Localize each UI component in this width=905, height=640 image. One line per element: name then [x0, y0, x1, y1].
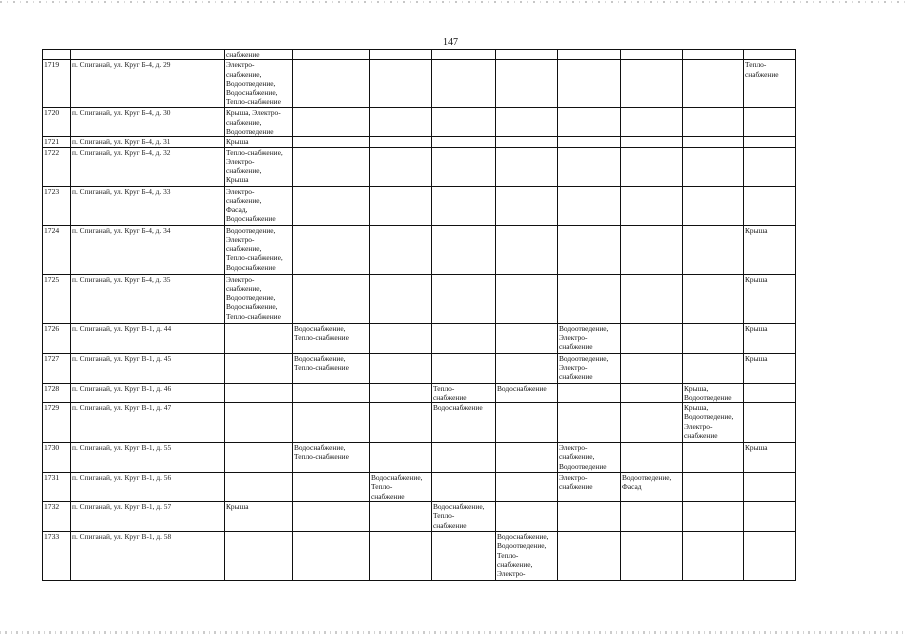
- scan-noise-bottom: [0, 631, 905, 634]
- work-cell-c5: [432, 443, 496, 473]
- cell-empty: [621, 50, 683, 60]
- row-address: п. Спиганай, ул. Круг В-1, д. 46: [71, 383, 225, 403]
- work-cell-c8: [621, 403, 683, 443]
- work-cell-c6: Водоснабжение: [496, 383, 558, 403]
- work-cell-c5: [432, 225, 496, 274]
- work-cell-c4: [370, 403, 432, 443]
- table-row: [43, 274, 796, 323]
- work-cell-c4: [370, 274, 432, 323]
- work-cell-c8: [621, 60, 683, 108]
- work-cell-c9: [683, 502, 744, 532]
- work-cell-c5: [432, 60, 496, 108]
- table-row: [43, 137, 796, 147]
- cell-head-fragment: снабжение: [225, 50, 293, 60]
- work-cell-c10: [744, 502, 796, 532]
- work-cell-c7: [558, 147, 621, 186]
- work-cell-c10: [744, 403, 796, 443]
- work-cell-c5: [432, 137, 496, 147]
- work-cell-c3: [293, 147, 370, 186]
- work-cell-c10: Крыша: [744, 225, 796, 274]
- work-cell-c8: [621, 383, 683, 403]
- work-cell-c5: [432, 353, 496, 383]
- work-cell-c3: [293, 383, 370, 403]
- work-cell-c6: [496, 186, 558, 225]
- row-address: п. Спиганай, ул. Круг В-1, д. 56: [71, 473, 225, 502]
- work-cell-c8: [621, 443, 683, 473]
- work-cell-c9: [683, 108, 744, 137]
- work-cell-c5: [432, 147, 496, 186]
- work-cell-c8: [621, 225, 683, 274]
- work-cell-c7: [558, 60, 621, 108]
- work-cell-c8: [621, 186, 683, 225]
- work-cell-c7: [558, 137, 621, 147]
- work-cell-c10: [744, 473, 796, 502]
- work-cell-c4: [370, 108, 432, 137]
- work-cell-c9: [683, 60, 744, 108]
- work-cell-c5: [432, 274, 496, 323]
- row-number: 1723: [43, 186, 71, 225]
- work-cell-c4: [370, 137, 432, 147]
- work-cell-c6: [496, 473, 558, 502]
- work-cell-c7: [558, 532, 621, 581]
- work-cell-c9: [683, 147, 744, 186]
- work-cell-c7: [558, 274, 621, 323]
- row-address: п. Спиганай, ул. Круг Б-4, д. 34: [71, 225, 225, 274]
- work-cell-c10: Крыша: [744, 443, 796, 473]
- row-number: 1725: [43, 274, 71, 323]
- work-cell-c10: [744, 137, 796, 147]
- work-cell-c5: Тепло- снабжение: [432, 383, 496, 403]
- work-cell-c2: Крыша: [225, 137, 293, 147]
- work-cell-c7: Электро- снабжение: [558, 473, 621, 502]
- page-number: 147: [443, 37, 458, 48]
- work-cell-c3: [293, 403, 370, 443]
- work-cell-c3: Водоснабжение, Тепло-снабжение: [293, 443, 370, 473]
- work-cell-c7: [558, 383, 621, 403]
- row-address: п. Спиганай, ул. Круг Б-4, д. 33: [71, 186, 225, 225]
- work-cell-c4: [370, 147, 432, 186]
- work-cell-c10: Крыша: [744, 274, 796, 323]
- work-cell-c2: [225, 403, 293, 443]
- work-cell-c2: [225, 323, 293, 353]
- row-number: 1728: [43, 383, 71, 403]
- work-cell-c8: [621, 502, 683, 532]
- work-cell-c6: [496, 137, 558, 147]
- work-cell-c2: Водоотведение, Электро- снабжение, Тепло-снабжение, Водоснабжение: [225, 225, 293, 274]
- row-address: п. Спиганай, ул. Круг Б-4, д. 35: [71, 274, 225, 323]
- table-row: [43, 108, 796, 137]
- work-cell-c6: [496, 225, 558, 274]
- work-cell-c3: [293, 532, 370, 581]
- row-number: 1732: [43, 502, 71, 532]
- row-number: 1721: [43, 137, 71, 147]
- work-cell-c8: [621, 108, 683, 137]
- row-number: 1729: [43, 403, 71, 443]
- work-cell-c4: Водоснабжение, Тепло- снабжение: [370, 473, 432, 502]
- work-cell-c6: [496, 502, 558, 532]
- work-cell-c3: [293, 186, 370, 225]
- table-row: [43, 147, 796, 186]
- row-number: 1733: [43, 532, 71, 581]
- work-cell-c2: [225, 443, 293, 473]
- table-row: [43, 403, 796, 443]
- table-row: [43, 443, 796, 473]
- work-cell-c9: [683, 225, 744, 274]
- work-cell-c4: [370, 353, 432, 383]
- work-cell-c3: [293, 225, 370, 274]
- cell-empty: [496, 50, 558, 60]
- row-number: 1730: [43, 443, 71, 473]
- work-cell-c8: [621, 274, 683, 323]
- work-cell-c6: [496, 403, 558, 443]
- work-cell-c3: Водоснабжение, Тепло-снабжение: [293, 353, 370, 383]
- work-cell-c2: Крыша: [225, 502, 293, 532]
- table-row: [43, 473, 796, 502]
- work-cell-c2: Электро- снабжение, Фасад, Водоснабжение: [225, 186, 293, 225]
- work-cell-c2: [225, 473, 293, 502]
- work-cell-c3: [293, 274, 370, 323]
- work-cell-c9: Крыша, Водоотведение, Электро- снабжение: [683, 403, 744, 443]
- work-cell-c2: [225, 383, 293, 403]
- work-cell-c5: [432, 186, 496, 225]
- work-cell-c7: [558, 403, 621, 443]
- work-cell-c3: Водоснабжение, Тепло-снабжение: [293, 323, 370, 353]
- work-cell-c6: [496, 147, 558, 186]
- work-cell-c9: [683, 137, 744, 147]
- work-cell-c8: Водоотведение, Фасад: [621, 473, 683, 502]
- work-cell-c6: [496, 60, 558, 108]
- cell-empty: [432, 50, 496, 60]
- row-address: п. Спиганай, ул. Круг Б-4, д. 30: [71, 108, 225, 137]
- row-number: 1727: [43, 353, 71, 383]
- row-number: 1722: [43, 147, 71, 186]
- work-cell-c2: [225, 532, 293, 581]
- work-cell-c9: [683, 353, 744, 383]
- work-cell-c7: Водоотведение, Электро- снабжение: [558, 353, 621, 383]
- work-cell-c10: Крыша: [744, 353, 796, 383]
- work-cell-c4: [370, 532, 432, 581]
- work-cell-c10: [744, 186, 796, 225]
- work-cell-c5: Водоснабжение, Тепло- снабжение: [432, 502, 496, 532]
- work-cell-c6: [496, 274, 558, 323]
- row-address: п. Спиганай, ул. Круг В-1, д. 57: [71, 502, 225, 532]
- work-cell-c2: Электро- снабжение, Водоотведение, Водоснабжение, Тепло-снабжение: [225, 274, 293, 323]
- cell-empty: [683, 50, 744, 60]
- work-cell-c5: [432, 532, 496, 581]
- work-cell-c7: [558, 225, 621, 274]
- cell-empty: [370, 50, 432, 60]
- row-number: 1731: [43, 473, 71, 502]
- row-number: 1720: [43, 108, 71, 137]
- work-cell-c3: [293, 473, 370, 502]
- work-cell-c7: [558, 502, 621, 532]
- work-cell-c9: Крыша, Водоотведение: [683, 383, 744, 403]
- work-cell-c9: [683, 473, 744, 502]
- work-cell-c8: [621, 323, 683, 353]
- work-cell-c9: [683, 323, 744, 353]
- work-cell-c3: [293, 137, 370, 147]
- work-cell-c3: [293, 108, 370, 137]
- work-cell-c7: [558, 108, 621, 137]
- table-row: [43, 60, 796, 108]
- work-cell-c4: [370, 186, 432, 225]
- work-cell-c9: [683, 186, 744, 225]
- work-cell-c8: [621, 137, 683, 147]
- work-cell-c4: [370, 60, 432, 108]
- work-cell-c3: [293, 60, 370, 108]
- work-cell-c4: [370, 502, 432, 532]
- table-row: [43, 186, 796, 225]
- work-cell-c5: [432, 108, 496, 137]
- work-cell-c4: [370, 443, 432, 473]
- cell-empty: [744, 50, 796, 60]
- work-cell-c2: [225, 353, 293, 383]
- table-row: [43, 353, 796, 383]
- work-cell-c8: [621, 353, 683, 383]
- work-cell-c9: [683, 443, 744, 473]
- work-cell-c10: [744, 383, 796, 403]
- work-cell-c5: [432, 473, 496, 502]
- work-cell-c8: [621, 532, 683, 581]
- work-cell-c10: Крыша: [744, 323, 796, 353]
- row-address: п. Спиганай, ул. Круг Б-4, д. 32: [71, 147, 225, 186]
- work-cell-c4: [370, 225, 432, 274]
- work-cell-c7: [558, 186, 621, 225]
- table-row: [43, 383, 796, 403]
- work-cell-c10: [744, 532, 796, 581]
- work-cell-c9: [683, 274, 744, 323]
- row-number: 1724: [43, 225, 71, 274]
- work-cell-c6: [496, 323, 558, 353]
- row-address: п. Спиганай, ул. Круг В-1, д. 55: [71, 443, 225, 473]
- row-address: п. Спиганай, ул. Круг В-1, д. 47: [71, 403, 225, 443]
- table-row-continuation: [43, 50, 796, 60]
- row-address: п. Спиганай, ул. Круг В-1, д. 44: [71, 323, 225, 353]
- row-number: 1719: [43, 60, 71, 108]
- work-cell-c6: [496, 108, 558, 137]
- table-row: [43, 323, 796, 353]
- work-cell-c7: Электро- снабжение, Водоотведение: [558, 443, 621, 473]
- work-cell-c3: [293, 502, 370, 532]
- work-cell-c10: [744, 108, 796, 137]
- work-cell-c8: [621, 147, 683, 186]
- scan-noise-top: [0, 1, 905, 3]
- cell-empty: [71, 50, 225, 60]
- cell-empty: [43, 50, 71, 60]
- cell-empty: [558, 50, 621, 60]
- table-row: [43, 502, 796, 532]
- table-row: [43, 532, 796, 581]
- cell-empty: [293, 50, 370, 60]
- work-cell-c2: Крыша, Электро- снабжение, Водоотведение: [225, 108, 293, 137]
- work-cell-c6: [496, 443, 558, 473]
- row-address: п. Спиганай, ул. Круг Б-4, д. 31: [71, 137, 225, 147]
- work-cell-c2: Электро- снабжение, Водоотведение, Водоснабжение, Тепло-снабжение: [225, 60, 293, 108]
- work-cell-c10: [744, 147, 796, 186]
- work-cell-c4: [370, 383, 432, 403]
- row-address: п. Спиганай, ул. Круг В-1, д. 58: [71, 532, 225, 581]
- row-number: 1726: [43, 323, 71, 353]
- work-cell-c9: [683, 532, 744, 581]
- work-cell-c5: [432, 323, 496, 353]
- work-cell-c7: Водоотведение, Электро- снабжение: [558, 323, 621, 353]
- work-cell-c5: Водоснабжение: [432, 403, 496, 443]
- work-cell-c6: [496, 353, 558, 383]
- table-row: [43, 225, 796, 274]
- row-address: п. Спиганай, ул. Круг В-1, д. 45: [71, 353, 225, 383]
- work-cell-c2: Тепло-снабжение, Электро- снабжение, Крыша: [225, 147, 293, 186]
- work-cell-c6: Водоснабжение, Водоотведение, Тепло- снабжение, Электро-: [496, 532, 558, 581]
- registry-table: [42, 49, 796, 581]
- work-cell-c10: Тепло- снабжение: [744, 60, 796, 108]
- work-cell-c4: [370, 323, 432, 353]
- row-address: п. Спиганай, ул. Круг Б-4, д. 29: [71, 60, 225, 108]
